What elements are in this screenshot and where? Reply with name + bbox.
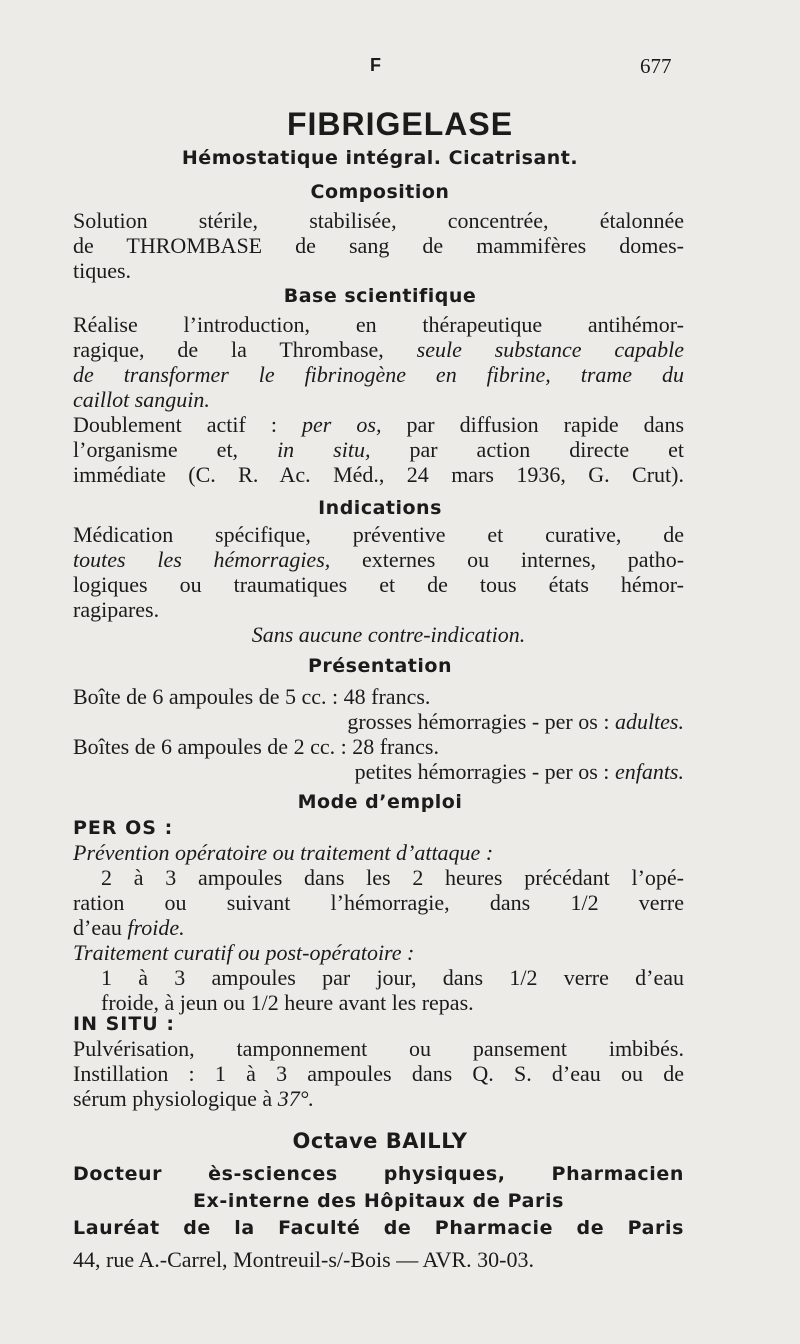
credential-line: Ex-interne des Hôpitaux de Paris xyxy=(192,1190,565,1212)
text-line: logiques ou traumatiques et de tous états hémor- xyxy=(73,572,684,597)
text-line: immédiate (C. R. Ac. Méd., 24 mars 1936, G. Crut). xyxy=(73,462,684,487)
composition-text xyxy=(73,208,684,283)
text-line: sérum physiologique à 37°. xyxy=(73,1086,315,1111)
text-line: 2 à 3 ampoules dans les 2 heures précédant l’opé- xyxy=(101,865,684,890)
presentation-text xyxy=(73,684,684,784)
text-line: ragipares. xyxy=(73,597,160,622)
text-line: d’eau froide. xyxy=(73,915,185,940)
per-os-text xyxy=(73,840,684,1015)
text-line: Instillation : 1 à 3 ampoules dans Q. S. d’eau ou de xyxy=(73,1061,684,1086)
product-subtitle: Hémostatique intégral. Cicatrisant. xyxy=(181,147,579,169)
indications-text xyxy=(73,522,684,647)
text-line: Boîtes de 6 ampoules de 2 cc. : 28 francs. xyxy=(73,734,439,759)
indications-heading: Indications xyxy=(318,497,442,519)
text-line: 1 à 3 ampoules par jour, dans 1/2 verre d’eau xyxy=(101,965,684,990)
text-line: caillot sanguin. xyxy=(73,387,210,412)
product-title: FIBRIGELASE xyxy=(286,106,514,142)
text-line: de transformer le fibrinogène en fibrine, trame du xyxy=(73,362,684,387)
running-header-letter: F xyxy=(370,55,381,75)
author-address: 44, rue A.-Carrel, Montreuil-s/-Bois — AVR. 30-03. xyxy=(73,1247,534,1272)
credential-line: Lauréat de la Faculté de Pharmacie de Paris xyxy=(73,1217,684,1239)
author-name: Octave BAILLY xyxy=(292,1129,468,1153)
in-situ-text xyxy=(73,1036,684,1111)
text-line: l’organisme et, in situ, par action directe et xyxy=(73,437,685,462)
page-number: 677 xyxy=(640,54,672,78)
text-line: grosses hémorragies - per os : adultes. xyxy=(347,709,684,734)
text-line: Sans aucune contre-indication. xyxy=(251,622,526,647)
text-line: Prévention opératoire ou traitement d’attaque : xyxy=(73,840,494,865)
composition-heading: Composition xyxy=(310,181,450,203)
text-line: de THROMBASE de sang de mammifères domes- xyxy=(73,233,684,258)
base-scientifique-text xyxy=(73,312,684,487)
base-scientifique-heading: Base scientifique xyxy=(283,285,477,307)
text-line: ration ou suivant l’hémorragie, dans 1/2 verre xyxy=(73,890,684,915)
text-line: Traitement curatif ou post-opératoire : xyxy=(73,940,415,965)
text-line: Doublement actif : per os, par diffusion rapide dans xyxy=(73,412,685,437)
text-line: Médication spécifique, préventive et curative, de xyxy=(73,522,684,547)
text-line: Pulvérisation, tamponnement ou pansement imbibés. xyxy=(73,1036,684,1061)
text-line: Boîte de 6 ampoules de 5 cc. : 48 francs. xyxy=(73,684,431,709)
text-line: tiques. xyxy=(73,258,132,283)
text-line: petites hémorragies - per os : enfants. xyxy=(354,759,684,784)
per-os-label: PER OS : xyxy=(73,817,174,839)
text-line: froide, à jeun ou 1/2 heure avant les repas. xyxy=(101,990,474,1015)
credential-line: Docteur ès-sciences physiques, Pharmacien xyxy=(73,1163,684,1185)
text-line: ragique, de la Thrombase, seule substance capable xyxy=(73,337,684,362)
presentation-heading: Présentation xyxy=(308,655,452,677)
text-line: Réalise l’introduction, en thérapeutique antihémor- xyxy=(73,312,684,337)
in-situ-label: IN SITU : xyxy=(73,1013,175,1035)
author-credentials xyxy=(73,1163,684,1244)
text-line: toutes les hémorragies, externes ou internes, patho- xyxy=(73,547,685,572)
text-line: Solution stérile, stabilisée, concentrée, étalonnée xyxy=(73,208,684,233)
mode-emploi-heading: Mode d’emploi xyxy=(297,791,463,813)
